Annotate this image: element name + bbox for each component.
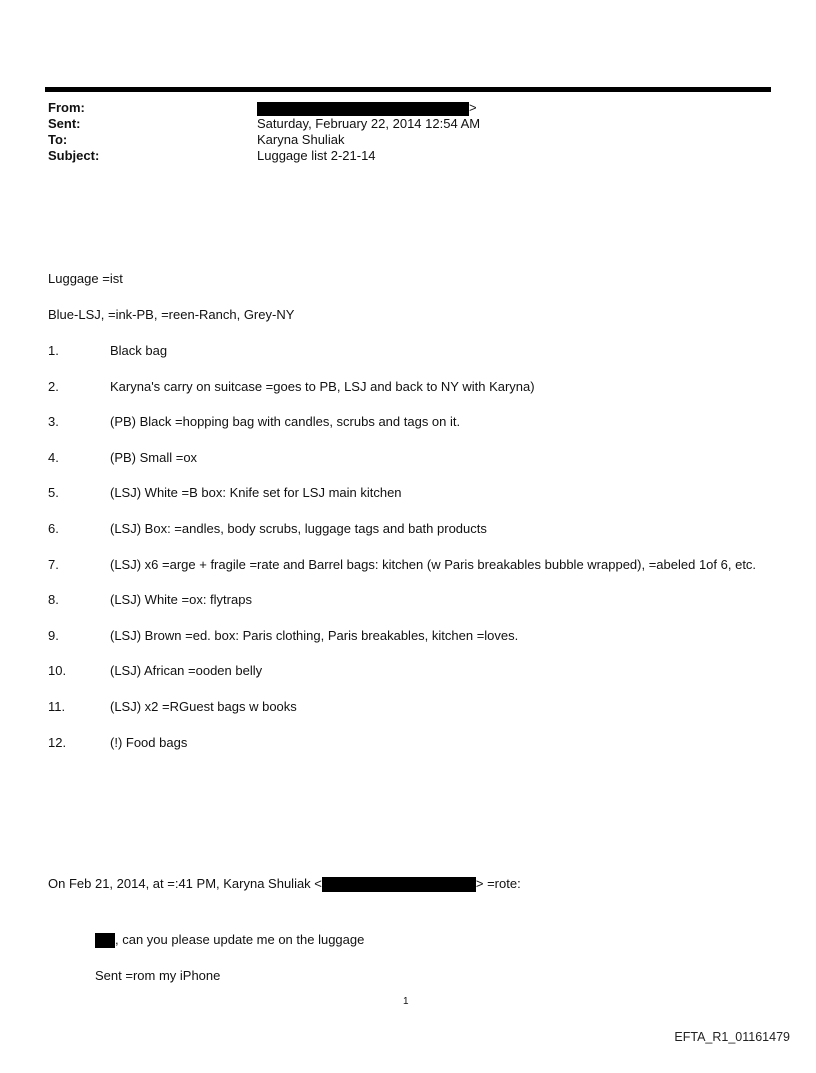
list-item-number: 7. bbox=[48, 556, 59, 572]
quoted-intro-text: On Feb 21, 2014, at =:41 PM, Karyna Shuliak < bbox=[48, 876, 322, 891]
subject-value: Luggage list 2-21-14 bbox=[257, 148, 376, 163]
list-item-number: 12. bbox=[48, 734, 67, 750]
from-label: From: bbox=[48, 100, 85, 115]
to-value: Karyna Shuliak bbox=[257, 132, 345, 147]
redaction-box bbox=[257, 102, 469, 116]
list-item-number: 6. bbox=[48, 521, 59, 536]
list-item-number: 3. bbox=[48, 414, 59, 430]
redaction-box bbox=[322, 877, 476, 892]
list-item-number: 8. bbox=[48, 592, 59, 608]
list-item-number: 10. bbox=[48, 663, 67, 679]
quoted-intro bbox=[48, 876, 521, 892]
list-item: (LSJ) Brown =ed. box: Paris clothing, Paris breakables, kitchen =loves. bbox=[110, 627, 519, 643]
quoted-signature: Sent =rom my iPhone bbox=[95, 968, 221, 983]
list-item: Karyna's carry on suitcase =goes to PB, LSJ and back to NY with Karyna) bbox=[110, 378, 535, 394]
to-label: To: bbox=[48, 132, 68, 147]
quoted-message bbox=[95, 932, 364, 948]
list-item-number: 11. bbox=[48, 699, 66, 714]
sent-label: Sent: bbox=[48, 116, 81, 131]
list-item-number: 1. bbox=[48, 343, 59, 358]
body-title: Luggage =ist bbox=[48, 271, 123, 286]
list-item: (PB) Black =hopping bag with candles, scrubs and tags on it. bbox=[110, 414, 461, 430]
from-suffix: > bbox=[469, 100, 477, 115]
list-item-number: 5. bbox=[48, 485, 59, 501]
page-number: 1 bbox=[403, 996, 409, 1007]
list-item: (LSJ) White =ox: flytraps bbox=[110, 592, 252, 608]
list-item: (!) Food bags bbox=[110, 734, 188, 750]
subject-label: Subject: bbox=[48, 148, 100, 163]
redaction-box bbox=[95, 933, 115, 948]
list-item: (LSJ) Box: =andles, body scrubs, luggage tags and bath products bbox=[110, 521, 487, 536]
color-legend: Blue-LSJ, =ink-PB, =reen-Ranch, Grey-NY bbox=[48, 307, 295, 322]
list-item-number: 4. bbox=[48, 449, 59, 465]
quoted-message-text: , can you please update me on the luggage bbox=[115, 932, 365, 947]
list-item: (LSJ) x6 =arge + fragile =rate and Barrel bags: kitchen (w Paris breakables bubble wrapped), =abeled 1of 6, etc. bbox=[110, 556, 757, 572]
list-item: (LSJ) White =B box: Knife set for LSJ main kitchen bbox=[110, 485, 402, 501]
list-item: (LSJ) African =ooden belly bbox=[110, 663, 263, 679]
document-id: EFTA_R1_01161479 bbox=[674, 1030, 790, 1044]
list-item: Black bag bbox=[110, 343, 168, 358]
sent-value: Saturday, February 22, 2014 12:54 AM bbox=[257, 116, 481, 131]
header-rule bbox=[45, 87, 771, 92]
list-item: (PB) Small =ox bbox=[110, 449, 198, 465]
list-item-number: 9. bbox=[48, 627, 59, 643]
quoted-intro-suffix: > =rote: bbox=[475, 876, 521, 891]
from-value bbox=[257, 100, 477, 116]
list-item-number: 2. bbox=[48, 378, 59, 394]
list-item: (LSJ) x2 =RGuest bags w books bbox=[110, 699, 297, 714]
